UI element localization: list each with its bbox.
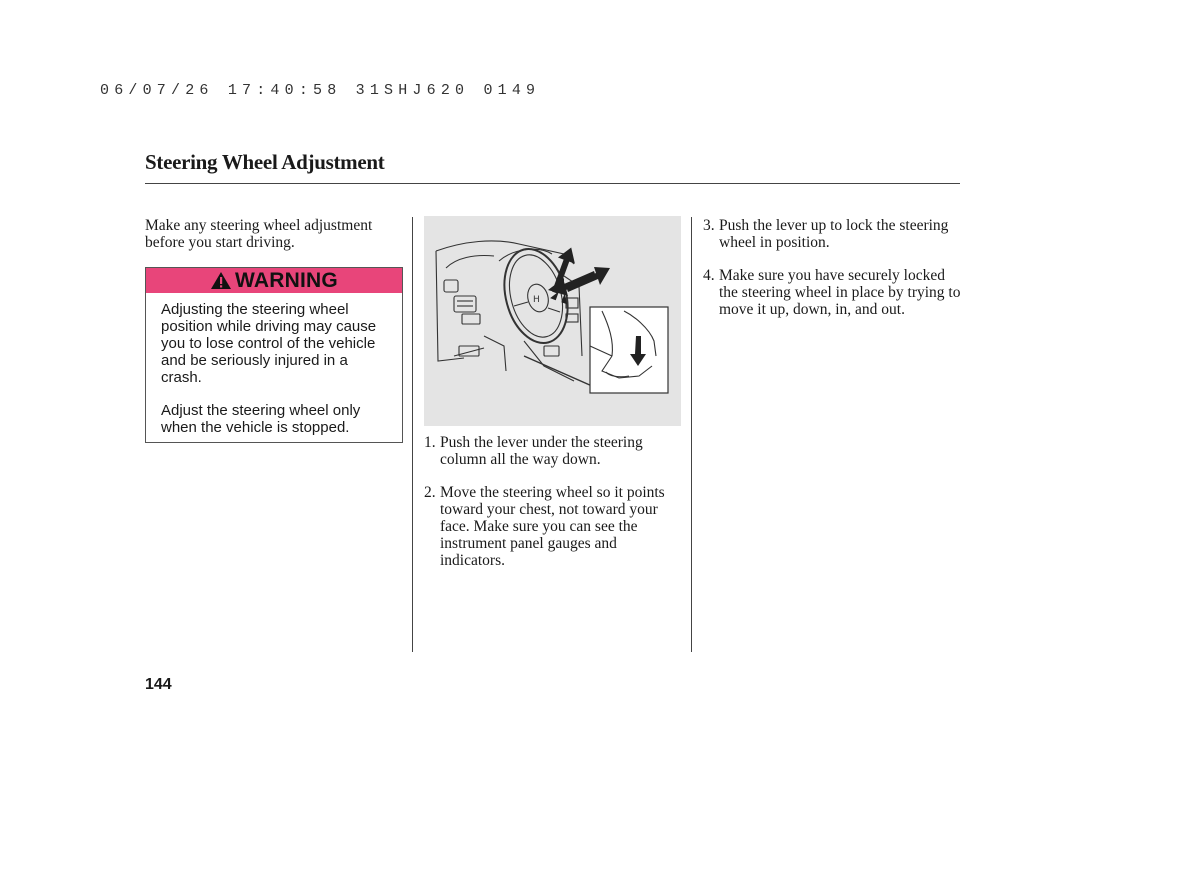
warning-header: [146, 268, 402, 293]
svg-text:H: H: [533, 295, 540, 305]
step-number: 3.: [703, 217, 715, 234]
steering-wheel-diagram: [424, 216, 681, 426]
intro-text: Make any steering wheel adjustment before you start driving.: [145, 217, 373, 251]
warning-paragraph: Adjusting the steering wheel position while driving may cause you to lose control of the vehicle and be seriously injured in a crash.: [161, 301, 377, 386]
print-stamp: 06/07/26 17:40:58 31SHJ620 0149: [100, 82, 541, 99]
warning-label: WARNING: [235, 268, 338, 292]
list-item: [703, 267, 961, 318]
step-number: 4.: [703, 267, 715, 284]
step-text: Push the lever under the steering column all the way down.: [440, 434, 643, 468]
step-number: 1.: [424, 434, 436, 451]
list-item: [424, 434, 680, 468]
list-item: [424, 484, 680, 569]
intro-paragraph: [145, 217, 407, 251]
step-text: Move the steering wheel so it points toward your chest, not toward your face. Make sure you can see the instrument panel gauges and indicators.: [440, 484, 665, 569]
steps-column-right: [703, 217, 961, 334]
page-number: 144: [145, 676, 172, 693]
title-rule: [145, 183, 960, 184]
steering-adjustment-illustration: [424, 216, 681, 426]
step-number: 2.: [424, 484, 436, 501]
warning-box: [145, 267, 403, 443]
step-text: Make sure you have securely locked the steering wheel in place by trying to move it up, down, in, and out.: [719, 267, 961, 318]
warning-triangle-icon: [210, 271, 232, 290]
page-title: Steering Wheel Adjustment: [145, 150, 385, 174]
warning-body: [146, 293, 402, 436]
step-text: Push the lever up to lock the steering wheel in position.: [719, 217, 949, 251]
steps-column-middle: [424, 434, 680, 585]
column-divider-left: [412, 217, 413, 652]
list-item: [703, 217, 961, 251]
column-divider-right: [691, 217, 692, 652]
warning-paragraph: Adjust the steering wheel only when the vehicle is stopped.: [161, 402, 361, 436]
